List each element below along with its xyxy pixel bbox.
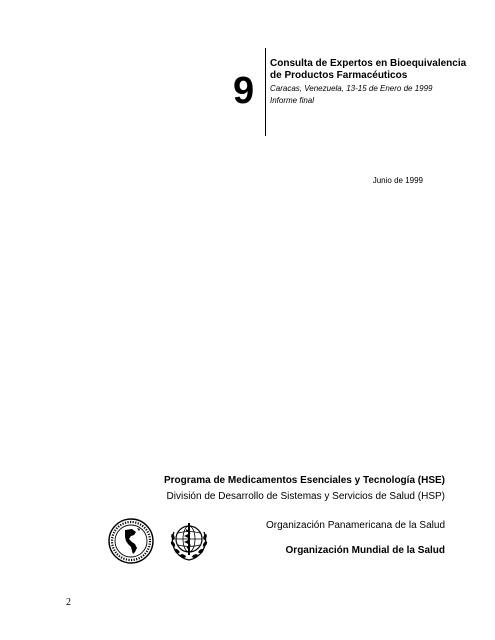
organizations-block <box>266 520 445 557</box>
paho-seal-icon <box>108 518 154 564</box>
program-name: Programa de Medicamentos Esenciales y Tecnología (HSE) <box>163 475 445 486</box>
report-type: Informe final <box>270 96 315 105</box>
report-title-line-1: Consulta de Expertos en Bioequivalencia <box>270 58 467 69</box>
vertical-divider <box>265 48 266 136</box>
location-dates: Caracas, Venezuela, 13-15 de Enero de 1999 <box>270 84 433 93</box>
program-block <box>164 475 445 503</box>
series-number: 9 <box>233 70 255 112</box>
paho-name: Organización Panamericana de la Salud <box>266 520 445 531</box>
report-date: Junio de 1999 <box>372 176 423 185</box>
report-title-line-2: de Productos Farmacéuticos <box>270 70 408 81</box>
title-block <box>270 58 480 107</box>
page-number: 2 <box>66 597 71 608</box>
division-name: División de Desarrollo de Sistemas y Servicios de Salud (HSP) <box>166 491 445 502</box>
who-name: Organización Mundial de la Salud <box>285 545 445 556</box>
who-emblem-icon <box>166 518 212 564</box>
